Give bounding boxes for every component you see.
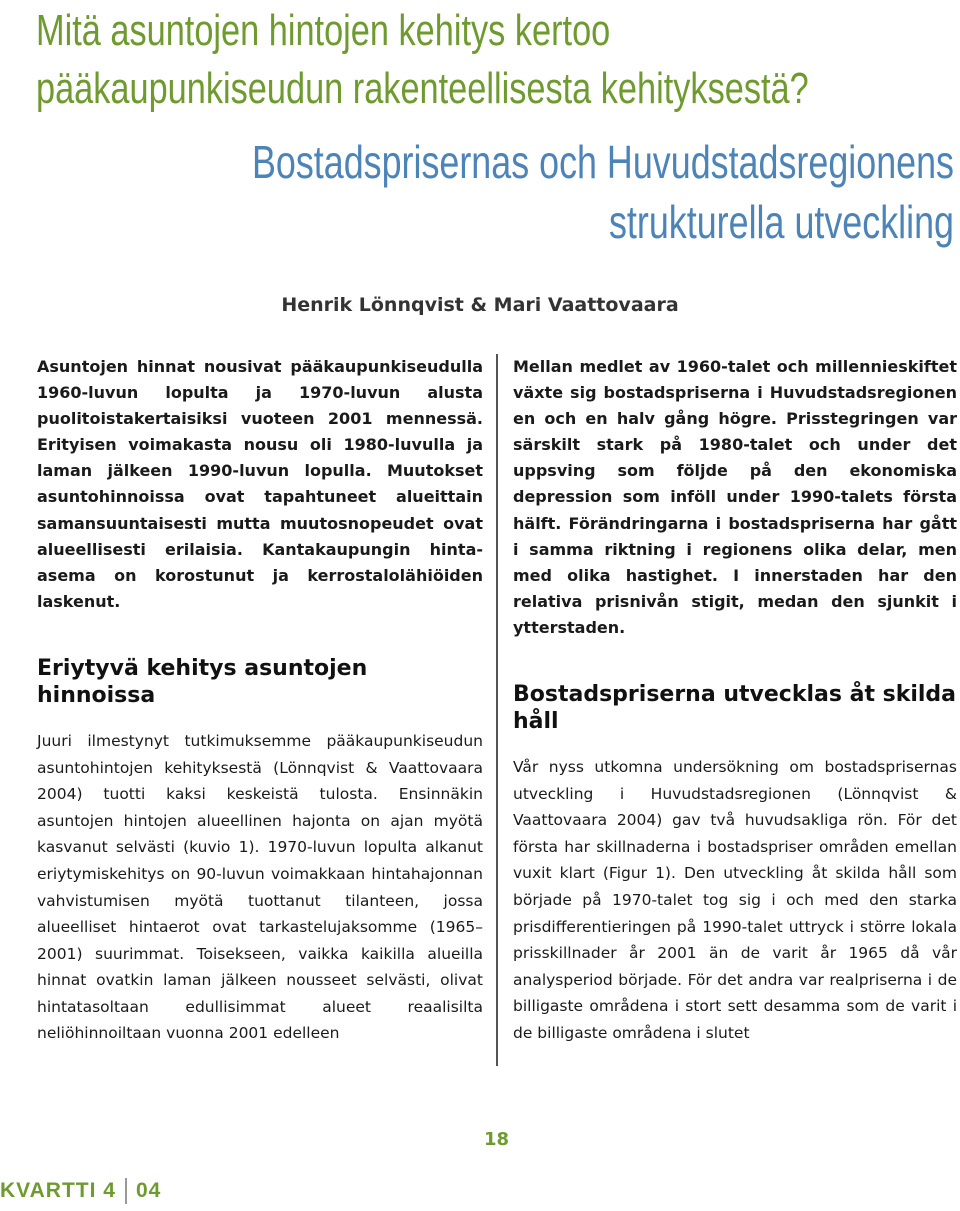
swedish-section-heading: Bostadspriserna utvecklas åt skilda håll (513, 682, 957, 735)
finnish-title-line-1: Mitä asuntojen hintojen kehitys kertoo (36, 6, 611, 55)
footer-separator (125, 1178, 127, 1204)
swedish-title-line-1: Bostadsprisernas och Huvudstadsregionens (251, 136, 955, 188)
finnish-title (36, 2, 809, 118)
page-number: 18 (484, 1129, 510, 1150)
magazine-name: KVARTTI 4 (0, 1179, 116, 1202)
swedish-column (513, 354, 957, 1047)
swedish-body-paragraph: Vår nyss utkomna undersökning om bostadsprisernas utveckling i Huvudstadsregionen (Lönnqvist & Vaattovaara 2004) gav två huvudsakliga rön. För det första har skillnaderna i bostadspriser områden emellan vuxit klart (Figur 1). Den utveckling åt skilda håll som började på 1970-talet tog sig i och med den starka prisdifferentieringen på 1990-talet uttryck i större lokala prisskillnader år 2001 än de varit år 1965 då vår analysperiod började. För det andra var realpriserna i de billigaste områdena i stort sett desamma som de varit i de billigaste områdena i slutet (513, 758, 957, 1042)
finnish-column (37, 354, 483, 1047)
swedish-title (96, 132, 954, 252)
finnish-title-line-2: pääkaupunkiseudun rakenteellisesta kehityksestä? (36, 64, 809, 113)
magazine-footer (0, 1178, 161, 1204)
finnish-section-heading: Eriytyvä kehitys asuntojen hinnoissa (37, 655, 368, 708)
issue-year: 04 (135, 1179, 162, 1202)
swedish-title-line-2: strukturella utveckling (608, 196, 954, 248)
finnish-body-paragraph: Juuri ilmestynyt tutkimuksemme pääkaupunkiseudun asuntohintojen kehityksestä (Lönnqvist & Vaattovaara 2004) tuotti kaksi keskeistä tulosta. Ensinnäkin asuntojen hintojen alueellinen hajonta on ajan myötä kasvanut selvästi (kuvio 1). 1970-luvun lopulta alkanut eriytymiskehitys on 90-luvun voimakkaan hintahajonnan vahvistumisen myötä tuottanut tilanteen, jossa alueelliset hintaerot ovat tarkastelujaksomme (1965–2001) suurimmat. Toisekseen, vaikka kaikilla alueilla hinnat ovatkin laman jälkeen nousseet selvästi, olivat hintatasoltaan edullisimmat alueet reaalisilta neliöhinnoiltaan vuonna 2001 edelleen (37, 731, 483, 1043)
column-divider (496, 354, 498, 1066)
authors: Henrik Lönnqvist & Mari Vaattovaara (281, 294, 679, 316)
swedish-lead-paragraph: Mellan medlet av 1960-talet och millennieskiftet växte sig bostadspriserna i Huvudstadsregionen en och en halv gång högre. Prisstegringen var särskilt stark på 1980-talet och under det uppsving som följde på den ekonomiska depression som inföll under 1990-talets första hälft. Förändringarna i bostadspriserna har gått i samma riktning i regionens olika delar, men med olika hastighet. I innerstaden har den relativa prisnivån stigit, medan den sjunkit i ytterstaden. (513, 357, 957, 637)
finnish-lead-paragraph: Asuntojen hinnat nousivat pääkaupunkiseudulla 1960-luvun lopulta ja 1970-luvun alusta puolitoistakertaisiksi vuoteen 2001 mennessä. Erityisen voimakasta nousu oli 1980-luvulla ja laman jälkeen 1990-luvun lopulla. Muutokset asuntohinnoissa ovat tapahtuneet alueittain samansuuntaisesti mutta muutosnopeudet ovat alueellisesti erilaisia. Kantakaupungin hinta-asema on korostunut ja kerrostalolähiöiden laskenut. (37, 357, 483, 611)
